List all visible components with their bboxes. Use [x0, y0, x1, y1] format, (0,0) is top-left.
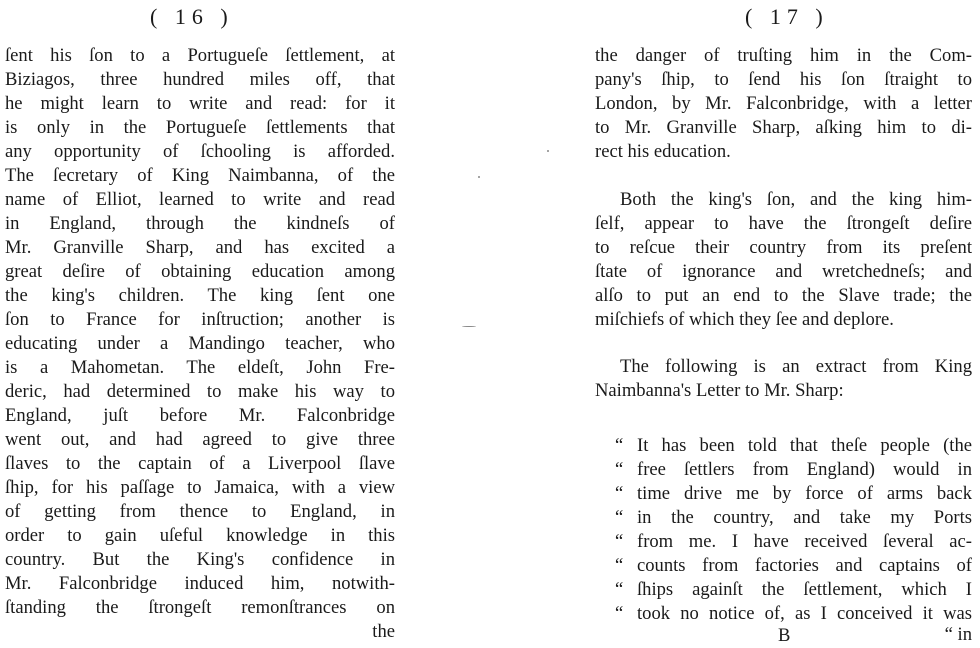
right-line: pany's ſhip, to ſend his ſon ſtraight to	[595, 69, 972, 90]
quote-text: ſhips againſt the ſettlement, which I	[637, 579, 972, 600]
left-line: country. But the King's confidence in	[5, 549, 395, 570]
left-line: in England, through the kindneſs of	[5, 213, 395, 234]
quote-mark: “	[615, 579, 624, 600]
right-line: ſtate of ignorance and wretchedneſs; and	[595, 261, 972, 282]
left-line: he might learn to write and read: for it	[5, 93, 395, 114]
quote-mark: “	[615, 531, 624, 552]
left-line: any opportunity of ſchooling is afforded.	[5, 141, 395, 162]
right-line: Both the king's ſon, and the king him-	[620, 189, 972, 210]
left-line: ſon to France for inſtruction; another is	[5, 309, 395, 330]
left-page	[0, 0, 470, 648]
right-line: to reſcue their country from its preſent	[595, 237, 972, 258]
quote-text: free ſettlers from England) would in	[637, 459, 972, 480]
left-line: name of Elliot, learned to write and read	[5, 189, 395, 210]
right-page	[560, 0, 980, 648]
left-line: great deſire of obtaining education among	[5, 261, 395, 282]
quote-text: took no notice of, as I conceived it was	[637, 603, 972, 624]
left-line: went out, and had agreed to give three	[5, 429, 395, 450]
quote-mark: “	[615, 507, 624, 528]
quote-text: from me. I have received ſeveral ac-	[637, 531, 972, 552]
left-line: ſlaves to the captain of a Liverpool ſlave	[5, 453, 395, 474]
right-line: miſchiefs of which they ſee and deplore.	[595, 309, 894, 330]
left-line: educating under a Mandingo teacher, who	[5, 333, 395, 354]
right-line: London, by Mr. Falconbridge, with a letter	[595, 93, 972, 114]
left-line: is only in the Portugueſe ſettlements that	[5, 117, 395, 138]
quote-mark: “	[615, 483, 624, 504]
quote-text: It has been told that theſe people (the	[637, 435, 972, 456]
left-line: England, juſt before Mr. Falconbridge	[5, 405, 395, 426]
left-line: deric, had determined to make his way to	[5, 381, 395, 402]
left-line: The ſecretary of King Naimbanna, of the	[5, 165, 395, 186]
quote-mark: “	[615, 603, 624, 624]
left-line: ſhip, for his paſſage to Jamaica, with a view	[5, 477, 395, 498]
right-line: rect his education.	[595, 141, 731, 162]
right-line: The following is an extract from King	[620, 356, 972, 377]
quote-text: time drive me by force of arms back	[637, 483, 972, 504]
left-line: Mr. Granville Sharp, and has excited a	[5, 237, 395, 258]
left-line: is a Mahometan. The eldeſt, John Fre-	[5, 357, 395, 378]
signature-mark: B	[778, 625, 791, 646]
right-line: Naimbanna's Letter to Mr. Sharp:	[595, 380, 844, 401]
right-line: alſo to put an end to the Slave trade; the	[595, 285, 972, 306]
right-line: to Mr. Granville Sharp, aſking him to di-	[595, 117, 972, 138]
right-line: the danger of truſting him in the Com-	[595, 45, 972, 66]
right-line: ſelf, appear to have the ſtrongeſt deſire	[595, 213, 972, 234]
paper-speck	[478, 176, 480, 178]
right-catchword: “ in	[944, 624, 972, 645]
quote-mark: “	[615, 435, 624, 456]
left-line: Biziagos, three hundred miles off, that	[5, 69, 395, 90]
paper-speck	[462, 326, 476, 327]
left-line: of getting from thence to England, in	[5, 501, 395, 522]
left-page-number: ( 16 )	[150, 4, 234, 29]
quote-text: counts from factories and captains of	[637, 555, 972, 576]
quote-mark: “	[615, 459, 624, 480]
left-catchword: the	[372, 621, 395, 642]
left-line: ſtanding the ſtrongeſt remonſtrances on	[5, 597, 395, 618]
paper-speck	[547, 150, 549, 152]
quote-text: in the country, and take my Ports	[637, 507, 972, 528]
left-line: ſent his ſon to a Portugueſe ſettlement, at	[5, 45, 395, 66]
left-line: order to gain uſeful knowledge in this	[5, 525, 395, 546]
left-line: the king's children. The king ſent one	[5, 285, 395, 306]
right-page-number: ( 17 )	[745, 4, 829, 29]
quote-mark: “	[615, 555, 624, 576]
left-line: Mr. Falconbridge induced him, notwith-	[5, 573, 395, 594]
